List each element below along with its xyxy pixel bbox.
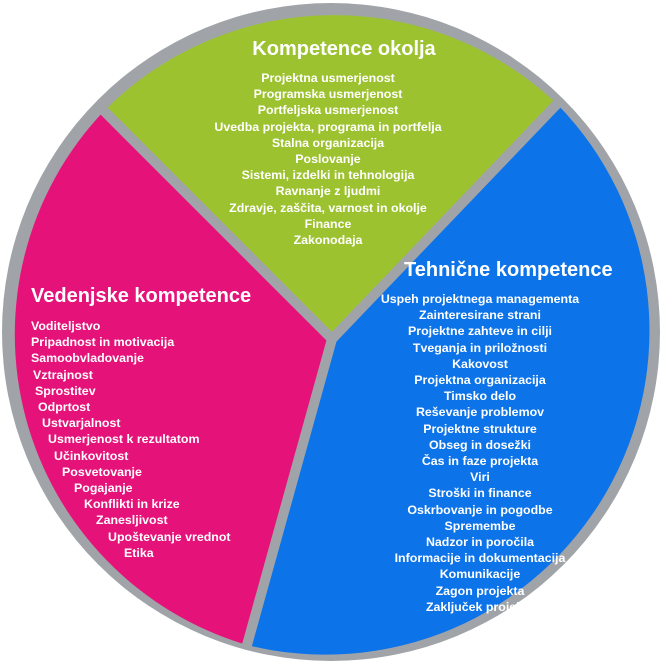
technical-competence-item: Spremembe <box>444 518 516 533</box>
leadership-competence-item: Učinkovitost <box>54 448 129 463</box>
leadership-competence-item: Konflikti in krize <box>84 497 180 512</box>
technical-competence-item: Viri <box>470 470 490 485</box>
environment-competence-item: Stalna organizacija <box>271 135 385 150</box>
environment-competences-title: Kompetence okolja <box>252 38 436 60</box>
technical-competence-item: Zainteresirane strani <box>419 308 541 323</box>
environment-competence-item: Portfeljska usmerjenost <box>257 103 399 118</box>
environment-competence-item: Poslovanje <box>295 152 361 167</box>
technical-competence-item: Projektne strukture <box>423 421 537 436</box>
technical-competence-item: Kakovost <box>452 356 508 371</box>
leadership-competence-item: Ustvarjalnost <box>42 416 121 431</box>
environment-competence-item: Projektna usmerjenost <box>261 71 395 85</box>
technical-competence-item: Oskrbovanje in pogodbe <box>407 502 553 517</box>
technical-competence-item: Reševanje problemov <box>415 405 545 420</box>
leadership-competence-item: Usmerjenost k rezultatom <box>48 432 200 447</box>
technical-competence-item: Obseg in dosežki <box>429 437 531 452</box>
technical-competence-item: Tveganja in priložnosti <box>412 340 548 355</box>
technical-competence-item: Nadzor in poročila <box>425 535 535 550</box>
leadership-competence-item: Vztrajnost <box>33 367 93 382</box>
technical-competence-item: Zaključek projekta <box>425 599 535 614</box>
leadership-competence-item: Voditeljstvo <box>31 319 101 333</box>
environment-competence-item: Ravnanje z ljudmi <box>275 184 381 199</box>
environment-competence-item: Uvedba projekta, programa in portfelja <box>214 119 442 134</box>
environment-competence-item: Finance <box>304 216 352 231</box>
environment-competence-item: Zdravje, zaščita, varnost in okolje <box>229 200 427 215</box>
environment-competences-list <box>128 70 528 248</box>
environment-competence-item: Sistemi, izdelki in tehnologija <box>241 168 415 183</box>
leadership-competence-item: Samoobvladovanje <box>31 351 144 366</box>
leadership-competence-item: Upoštevanje vrednot <box>108 529 231 544</box>
environment-competence-item: Programska usmerjenost <box>253 87 403 102</box>
leadership-competence-item: Pripadnost in motivacija <box>31 335 175 350</box>
technical-competence-item: Stroški in finance <box>428 486 532 501</box>
leadership-competence-item: Sprostitev <box>35 383 96 398</box>
technical-competence-item: Timsko delo <box>443 389 517 404</box>
leadership-competence-item: Odprtost <box>38 400 91 414</box>
technical-competence-item: Čas in faze projekta <box>421 454 539 469</box>
technical-competence-item: Komunikacije <box>439 567 521 582</box>
technical-competences-title: Tehnične kompetence <box>404 259 613 281</box>
leadership-competence-item: Pogajanje <box>74 481 133 495</box>
technical-competence-item: Projektne zahteve in cilji <box>408 324 552 339</box>
technical-competence-item: Zagon projekta <box>435 583 525 598</box>
leadership-competences-title: Vedenjske kompetence <box>31 285 252 307</box>
technical-competence-item: Uspeh projektnega managementa <box>380 292 580 306</box>
leadership-competence-item: Etika <box>124 545 154 560</box>
leadership-competence-item: Posvetovanje <box>62 464 142 479</box>
technical-competence-item: Projektna organizacija <box>414 373 546 388</box>
technical-competence-item: Informacije in dokumentacija <box>394 551 566 566</box>
environment-competence-item: Zakonodaja <box>293 233 363 248</box>
technical-competences-list <box>330 291 630 615</box>
leadership-competence-item: Zanesljivost <box>96 513 168 528</box>
